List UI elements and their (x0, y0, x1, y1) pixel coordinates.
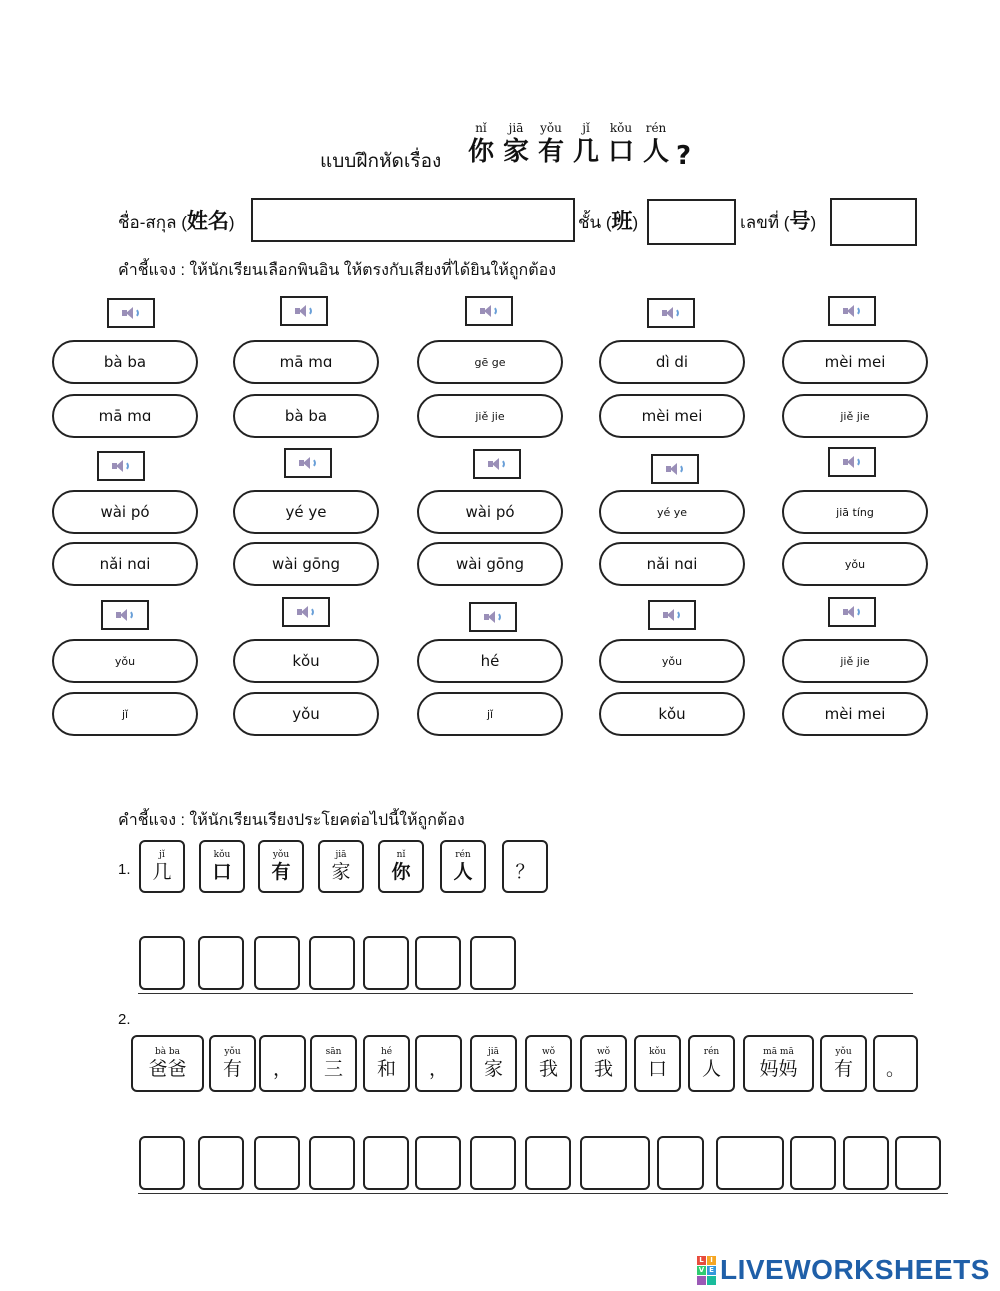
pinyin-option[interactable]: wài pó (52, 490, 198, 534)
tile-character: 口 (212, 860, 232, 883)
tile-character: ， (428, 1057, 448, 1080)
pinyin-option[interactable]: yé ye (233, 490, 379, 534)
answer-slot[interactable] (254, 1136, 300, 1190)
audio-button[interactable] (465, 296, 513, 326)
pinyin-option[interactable]: wài pó (417, 490, 563, 534)
speaker-icon (116, 609, 134, 621)
title-char: jiā 家 (502, 121, 529, 167)
answer-slot[interactable] (198, 1136, 244, 1190)
audio-button[interactable] (101, 600, 149, 630)
pinyin-option[interactable]: wài gōng (233, 542, 379, 586)
instruction-section-1: คำชี้แจง : ให้นักเรียนเลือกพินอิน ให้ตรงกับเสียงที่ได้ยินให้ถูกต้อง (118, 262, 557, 279)
logo-mark-icon (697, 1256, 716, 1285)
pinyin-option[interactable]: jiā tíng (782, 490, 928, 534)
pinyin-option[interactable]: dì di (599, 340, 745, 384)
answer-slot[interactable] (363, 936, 409, 990)
tile-pinyin: yǒu (835, 1046, 852, 1057)
audio-button[interactable] (469, 602, 517, 632)
answer-slot[interactable] (716, 1136, 784, 1190)
pinyin-option[interactable]: yé ye (599, 490, 745, 534)
pinyin-option[interactable]: yǒu (52, 639, 198, 683)
pinyin-option[interactable]: kǒu (599, 692, 745, 736)
tile-pinyin: yǒu (224, 1046, 241, 1057)
tile-character: 有 (271, 860, 291, 883)
answer-slot[interactable] (415, 1136, 461, 1190)
tile-character: 家 (331, 860, 351, 883)
answer-slot[interactable] (470, 936, 516, 990)
speaker-icon (122, 307, 140, 319)
audio-button[interactable] (280, 296, 328, 326)
pinyin-option[interactable]: jǐ (417, 692, 563, 736)
word-tile[interactable] (139, 840, 185, 893)
pinyin-option[interactable]: jiě jie (782, 639, 928, 683)
word-tile[interactable] (131, 1035, 204, 1092)
pinyin-option[interactable]: kǒu (233, 639, 379, 683)
question-2-number: 2. (118, 1011, 131, 1028)
speaker-icon (666, 463, 684, 475)
word-tile[interactable] (820, 1035, 867, 1092)
answer-slot[interactable] (525, 1136, 571, 1190)
tile-pinyin: kǒu (649, 1046, 666, 1057)
speaker-icon (297, 606, 315, 618)
tile-character: 人 (453, 860, 473, 883)
audio-button[interactable] (828, 296, 876, 326)
tile-character: 有 (222, 1057, 242, 1080)
number-input[interactable] (832, 200, 915, 244)
liveworksheets-logo (697, 1254, 990, 1286)
pinyin-option[interactable]: jiě jie (417, 394, 563, 438)
pinyin-option[interactable]: mā mɑ (233, 340, 379, 384)
word-tile[interactable] (440, 840, 486, 893)
word-tile[interactable] (318, 840, 364, 893)
tile-pinyin: jiā (335, 849, 347, 860)
tile-pinyin: sān (325, 1046, 342, 1057)
title-question-mark: ? (676, 141, 692, 171)
speaker-icon (843, 305, 861, 317)
page-title-chinese (464, 121, 692, 172)
pinyin-option[interactable]: mèi mei (782, 340, 928, 384)
tile-character: 几 (152, 860, 172, 883)
tile-pinyin: mā mā (763, 1046, 794, 1057)
tile-pinyin: rén (703, 1046, 720, 1057)
answer-slot[interactable] (198, 936, 244, 990)
tile-character: 。 (885, 1057, 905, 1080)
audio-button[interactable] (651, 454, 699, 484)
number-field-box (830, 198, 917, 246)
title-char: rén 人 (642, 121, 669, 167)
tile-pinyin: nǐ (396, 849, 406, 860)
tile-pinyin: jǐ (159, 849, 165, 860)
audio-button[interactable] (473, 449, 521, 479)
pinyin-option[interactable]: gē ge (417, 340, 563, 384)
logo-mark-cell: L (697, 1256, 706, 1265)
audio-button[interactable] (828, 597, 876, 627)
page-title-thai: แบบฝึกหัดเรื่อง (320, 151, 442, 172)
instruction-section-2: คำชี้แจง : ให้นักเรียนเรียงประโยคต่อไปนี้ให้ถูกต้อง (118, 812, 465, 829)
tile-pinyin: rén (455, 849, 471, 860)
word-tile[interactable] (688, 1035, 735, 1092)
tile-pinyin: wǒ (541, 1046, 556, 1057)
speaker-icon (112, 460, 130, 472)
audio-button[interactable] (282, 597, 330, 627)
question-1-underline (138, 993, 913, 994)
pinyin-option[interactable]: nǎi nɑi (599, 542, 745, 586)
word-tile[interactable] (502, 840, 548, 893)
tile-character: 我 (593, 1057, 613, 1080)
pinyin-option[interactable]: hé (417, 639, 563, 683)
class-input[interactable] (649, 201, 734, 243)
answer-slot[interactable] (309, 1136, 355, 1190)
tile-character: 我 (538, 1057, 558, 1080)
title-char: kǒu 口 (607, 121, 634, 167)
name-field-box (251, 198, 575, 242)
title-char: yǒu 有 (537, 121, 564, 167)
word-tile[interactable] (580, 1035, 627, 1092)
word-tile[interactable] (259, 1035, 306, 1092)
answer-slot[interactable] (139, 1136, 185, 1190)
question-2-underline (138, 1193, 948, 1194)
tile-character: 爸爸 (148, 1057, 187, 1080)
tile-character: 你 (391, 860, 411, 883)
pinyin-option[interactable]: jiě jie (782, 394, 928, 438)
pinyin-option[interactable]: mèi mei (599, 394, 745, 438)
title-char: jǐ 几 (572, 121, 599, 167)
tile-character: 人 (701, 1057, 721, 1080)
speaker-icon (299, 457, 317, 469)
word-tile[interactable] (310, 1035, 357, 1092)
tile-character: 妈妈 (759, 1057, 798, 1080)
answer-slot[interactable] (790, 1136, 836, 1190)
audio-button[interactable] (647, 298, 695, 328)
question-1-number: 1. (118, 861, 131, 878)
word-tile[interactable] (525, 1035, 572, 1092)
answer-slot[interactable] (580, 1136, 650, 1190)
logo-mark-cell: V (698, 1265, 705, 1274)
answer-slot[interactable] (843, 1136, 889, 1190)
pinyin-option[interactable]: mā mɑ (52, 394, 198, 438)
answer-slot[interactable] (309, 936, 355, 990)
answer-slot[interactable] (657, 1136, 704, 1190)
pinyin-option[interactable]: mèi mei (782, 692, 928, 736)
word-tile[interactable] (634, 1035, 681, 1092)
word-tile[interactable] (378, 840, 424, 893)
audio-button[interactable] (97, 451, 145, 481)
tile-character: 口 (647, 1057, 667, 1080)
pinyin-option[interactable]: yǒu (599, 639, 745, 683)
pinyin-option[interactable]: yǒu (782, 542, 928, 586)
pinyin-option[interactable]: bà ba (52, 340, 198, 384)
tile-character: 家 (483, 1057, 503, 1080)
word-tile[interactable] (363, 1035, 410, 1092)
tile-pinyin: wǒ (596, 1046, 611, 1057)
speaker-icon (480, 305, 498, 317)
speaker-icon (488, 458, 506, 470)
logo-mark-cell: E (707, 1266, 716, 1275)
answer-slot[interactable] (363, 1136, 409, 1190)
speaker-icon (843, 606, 861, 618)
title-char: nǐ 你 (467, 121, 494, 167)
tile-pinyin: yǒu (272, 849, 290, 860)
audio-button[interactable] (828, 447, 876, 477)
tile-pinyin: hé (380, 1046, 393, 1057)
pinyin-option[interactable]: nǎi nɑi (52, 542, 198, 586)
word-tile[interactable] (415, 1035, 462, 1092)
word-tile[interactable] (209, 1035, 256, 1092)
speaker-icon (843, 456, 861, 468)
answer-slot[interactable] (254, 936, 300, 990)
audio-button[interactable] (107, 298, 155, 328)
answer-slot[interactable] (895, 1136, 941, 1190)
speaker-icon (484, 611, 502, 623)
tile-character: 有 (833, 1057, 853, 1080)
pinyin-option[interactable]: jǐ (52, 692, 198, 736)
name-label: ชื่อ-สกุล (姓名) (118, 210, 235, 233)
audio-button[interactable] (284, 448, 332, 478)
pinyin-option[interactable]: bà ba (233, 394, 379, 438)
tile-pinyin: kǒu (213, 849, 231, 860)
answer-slot[interactable] (139, 936, 185, 990)
tile-character: 三 (323, 1057, 343, 1080)
answer-slot[interactable] (470, 1136, 516, 1190)
speaker-icon (663, 609, 681, 621)
word-tile[interactable] (258, 840, 304, 893)
number-label: เลขที่ (号) (740, 210, 817, 233)
pinyin-option[interactable]: yǒu (233, 692, 379, 736)
logo-mark-cell: I (707, 1256, 716, 1265)
brand-name: LIVEWORKSHEETS (720, 1254, 990, 1285)
logo-mark-cell (697, 1276, 706, 1285)
pinyin-option[interactable]: wài gōng (417, 542, 563, 586)
answer-slot[interactable] (415, 936, 461, 990)
speaker-icon (295, 305, 313, 317)
audio-button[interactable] (648, 600, 696, 630)
tile-pinyin: jiā (487, 1046, 500, 1057)
class-label: ชั้น (班) (578, 210, 639, 233)
word-tile[interactable] (873, 1035, 918, 1092)
tile-character: ， (272, 1057, 292, 1080)
speaker-icon (662, 307, 680, 319)
word-tile[interactable] (470, 1035, 517, 1092)
class-field-box (647, 199, 736, 245)
tile-character: ？ (515, 860, 535, 883)
tile-pinyin: bà ba (154, 1046, 181, 1057)
tile-character: 和 (376, 1057, 396, 1080)
word-tile[interactable] (743, 1035, 814, 1092)
word-tile[interactable] (199, 840, 245, 893)
name-input[interactable] (253, 200, 573, 240)
logo-mark-cell (707, 1276, 716, 1285)
